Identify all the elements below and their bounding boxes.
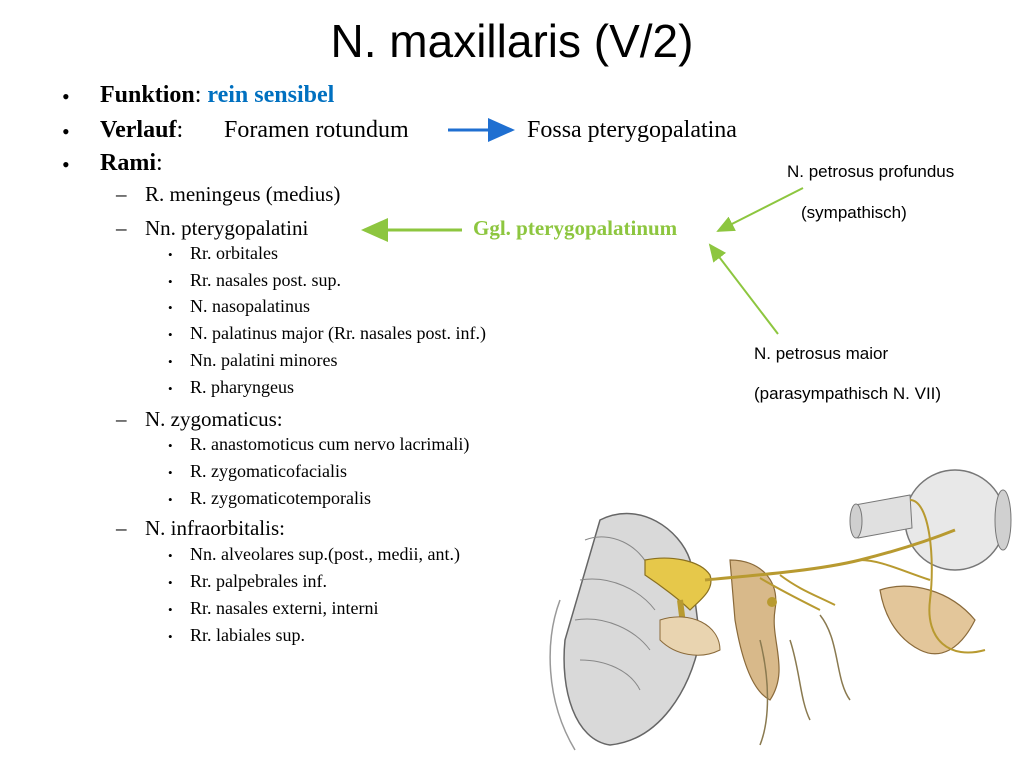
list-item: Rr. orbitales xyxy=(190,243,278,263)
list-item: N. nasopalatinus xyxy=(190,296,310,316)
bullet-icon: • xyxy=(168,548,173,563)
bullet-icon: • xyxy=(168,354,173,369)
list-item: Nn. palatini minores xyxy=(190,350,338,370)
level2-item: R. meningeus (medius) xyxy=(145,182,341,206)
bullet-icon: • xyxy=(168,381,173,396)
list-item: Rr. palpebrales inf. xyxy=(190,571,327,591)
bullet-icon: • xyxy=(168,247,173,262)
verlauf-sep: : xyxy=(176,117,184,143)
bullet-icon: • xyxy=(168,438,173,453)
bullet-icon: • xyxy=(62,84,70,109)
dash-icon: – xyxy=(116,216,127,240)
annotation-maior-type: (parasympathisch N. VII) xyxy=(754,384,942,403)
annotation-profundus-name: N. petrosus profundus xyxy=(787,162,955,181)
bullet-icon: • xyxy=(168,602,173,617)
rami-sep: : xyxy=(156,150,163,176)
verlauf-from: Foramen rotundum xyxy=(224,117,409,143)
page-title: N. maxillaris (V/2) xyxy=(330,15,694,67)
bullet-icon: • xyxy=(168,465,173,480)
list-item: Rr. nasales externi, interni xyxy=(190,598,379,618)
level2-item: N. zygomaticus: xyxy=(145,407,283,431)
dash-icon: – xyxy=(116,407,127,431)
bullet-icon: • xyxy=(168,629,173,644)
list-item: Nn. alveolares sup.(post., medii, ant.) xyxy=(190,544,460,564)
annotation-profundus-type: (sympathisch) xyxy=(801,203,907,222)
funktion-sep: : xyxy=(194,82,202,108)
list-item: Rr. nasales post. sup. xyxy=(190,270,341,290)
list-item: R. zygomaticotemporalis xyxy=(190,488,371,508)
bullet-icon: • xyxy=(62,119,70,144)
funktion-value: rein sensibel xyxy=(207,82,335,108)
verlauf-to: Fossa pterygopalatina xyxy=(527,117,737,143)
bullet-icon: • xyxy=(62,152,70,177)
anatomy-illustration xyxy=(550,470,1011,750)
bullet-icon: • xyxy=(168,274,173,289)
annotation-maior-name: N. petrosus maior xyxy=(754,344,889,363)
bullet-icon: • xyxy=(168,300,173,315)
list-item: N. palatinus major (Rr. nasales post. inf.) xyxy=(190,323,486,343)
rami-label: Rami xyxy=(100,150,156,176)
ganglion-label: Ggl. pterygopalatinum xyxy=(473,216,678,240)
bullet-icon: • xyxy=(168,575,173,590)
bullet-icon: • xyxy=(168,327,173,342)
dash-icon: – xyxy=(116,182,127,206)
list-item: Rr. labiales sup. xyxy=(190,625,305,645)
level2-item: Nn. pterygopalatini xyxy=(145,216,309,240)
maior-arrow-icon xyxy=(710,245,778,334)
level2-item: N. infraorbitalis: xyxy=(145,516,285,540)
funktion-label: Funktion xyxy=(100,82,195,108)
dash-icon: – xyxy=(116,516,127,540)
list-item: R. pharyngeus xyxy=(190,377,294,397)
verlauf-label: Verlauf xyxy=(100,117,177,143)
bullet-icon: • xyxy=(168,492,173,507)
profundus-arrow-icon xyxy=(718,188,803,231)
list-item: R. anastomoticus cum nervo lacrimali) xyxy=(190,434,470,454)
list-item: R. zygomaticofacialis xyxy=(190,461,347,481)
